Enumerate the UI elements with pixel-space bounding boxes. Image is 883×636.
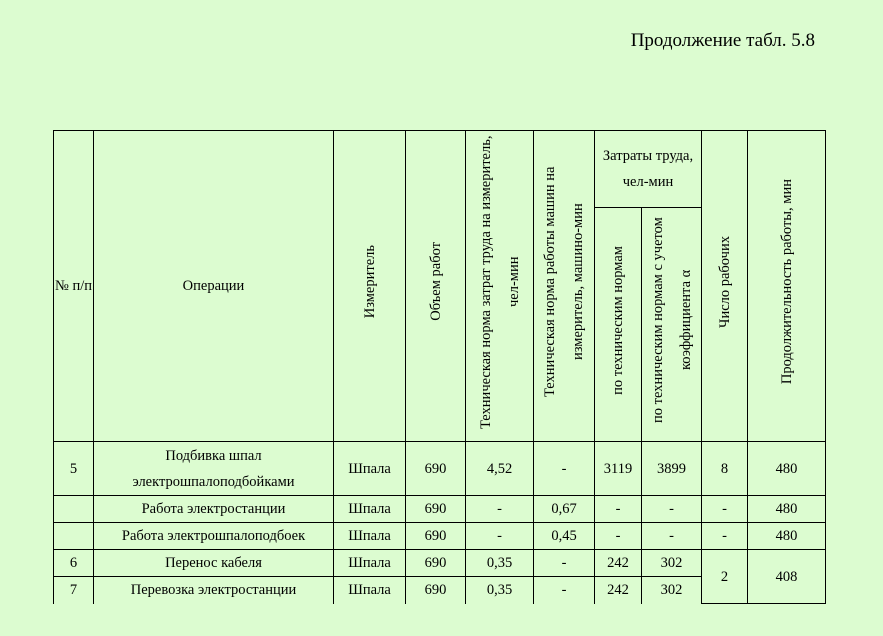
cell-labor-norm: 0,35 [466, 550, 534, 577]
cell-operation: Подбивка шпал электрошпалоподбойками [94, 442, 334, 496]
cell-duration: 408 [748, 550, 826, 604]
cell-machine-norm: 0,67 [534, 496, 595, 523]
header-by-norms-alpha: по техническим нормам с учетом коэффициента α [642, 208, 702, 442]
cell-volume: 690 [406, 496, 466, 523]
table-row [54, 496, 826, 523]
cell-volume: 690 [406, 577, 466, 604]
cell-workers: - [702, 523, 748, 550]
cell-by-norms: 242 [595, 550, 642, 577]
cell-machine-norm: - [534, 550, 595, 577]
cell-labor-norm: 0,35 [466, 577, 534, 604]
header-by-norms: по техническим нормам [595, 208, 642, 442]
cell-workers: 2 [702, 550, 748, 604]
cell-volume: 690 [406, 550, 466, 577]
header-unit: Измеритель [334, 131, 406, 442]
table-row [54, 523, 826, 550]
cell-operation: Перевозка электростанции [94, 577, 334, 604]
header-volume: Объем работ [406, 131, 466, 442]
cell-machine-norm: - [534, 442, 595, 496]
cell-volume: 690 [406, 523, 466, 550]
cell-operation: Перенос кабеля [94, 550, 334, 577]
table-row [54, 550, 826, 577]
header-duration: Продолжительность работы, мин [748, 131, 826, 442]
cell-duration: 480 [748, 442, 826, 496]
cell-operation: Работа электрошпалоподбоек [94, 523, 334, 550]
cell-by-norms-alpha: - [642, 496, 702, 523]
cell-unit: Шпала [334, 523, 406, 550]
cell-workers: - [702, 496, 748, 523]
cell-by-norms-alpha: 302 [642, 550, 702, 577]
cell-by-norms-alpha: 3899 [642, 442, 702, 496]
cell-num: 7 [54, 577, 94, 604]
cell-duration: 480 [748, 523, 826, 550]
cell-labor-norm: 4,52 [466, 442, 534, 496]
table-caption: Продолжение табл. 5.8 [630, 30, 815, 51]
header-operation: Операции [94, 131, 334, 442]
cell-by-norms: - [595, 523, 642, 550]
cell-unit: Шпала [334, 577, 406, 604]
cell-by-norms: 242 [595, 577, 642, 604]
cell-operation: Работа электростанции [94, 496, 334, 523]
cell-labor-norm: - [466, 496, 534, 523]
cell-machine-norm: - [534, 577, 595, 604]
cell-num [54, 523, 94, 550]
cell-num [54, 496, 94, 523]
header-labor-costs: Затраты труда, чел-мин [595, 131, 702, 208]
cell-by-norms: 3119 [595, 442, 642, 496]
cell-workers: 8 [702, 442, 748, 496]
cell-num: 5 [54, 442, 94, 496]
cell-unit: Шпала [334, 550, 406, 577]
cell-machine-norm: 0,45 [534, 523, 595, 550]
cell-duration: 480 [748, 496, 826, 523]
cell-num: 6 [54, 550, 94, 577]
table-row [54, 442, 826, 496]
header-machine-norm: Техническая норма работы машин на измеритель, машино-мин [534, 131, 595, 442]
header-num: № п/п [54, 131, 94, 442]
work-norms-table [53, 130, 826, 604]
cell-by-norms: - [595, 496, 642, 523]
header-workers: Число рабочих [702, 131, 748, 442]
header-labor-norm: Техническая норма затрат труда на измеритель, чел-мин [466, 131, 534, 442]
cell-volume: 690 [406, 442, 466, 496]
cell-unit: Шпала [334, 496, 406, 523]
cell-by-norms-alpha: - [642, 523, 702, 550]
cell-by-norms-alpha: 302 [642, 577, 702, 604]
cell-labor-norm: - [466, 523, 534, 550]
cell-unit: Шпала [334, 442, 406, 496]
